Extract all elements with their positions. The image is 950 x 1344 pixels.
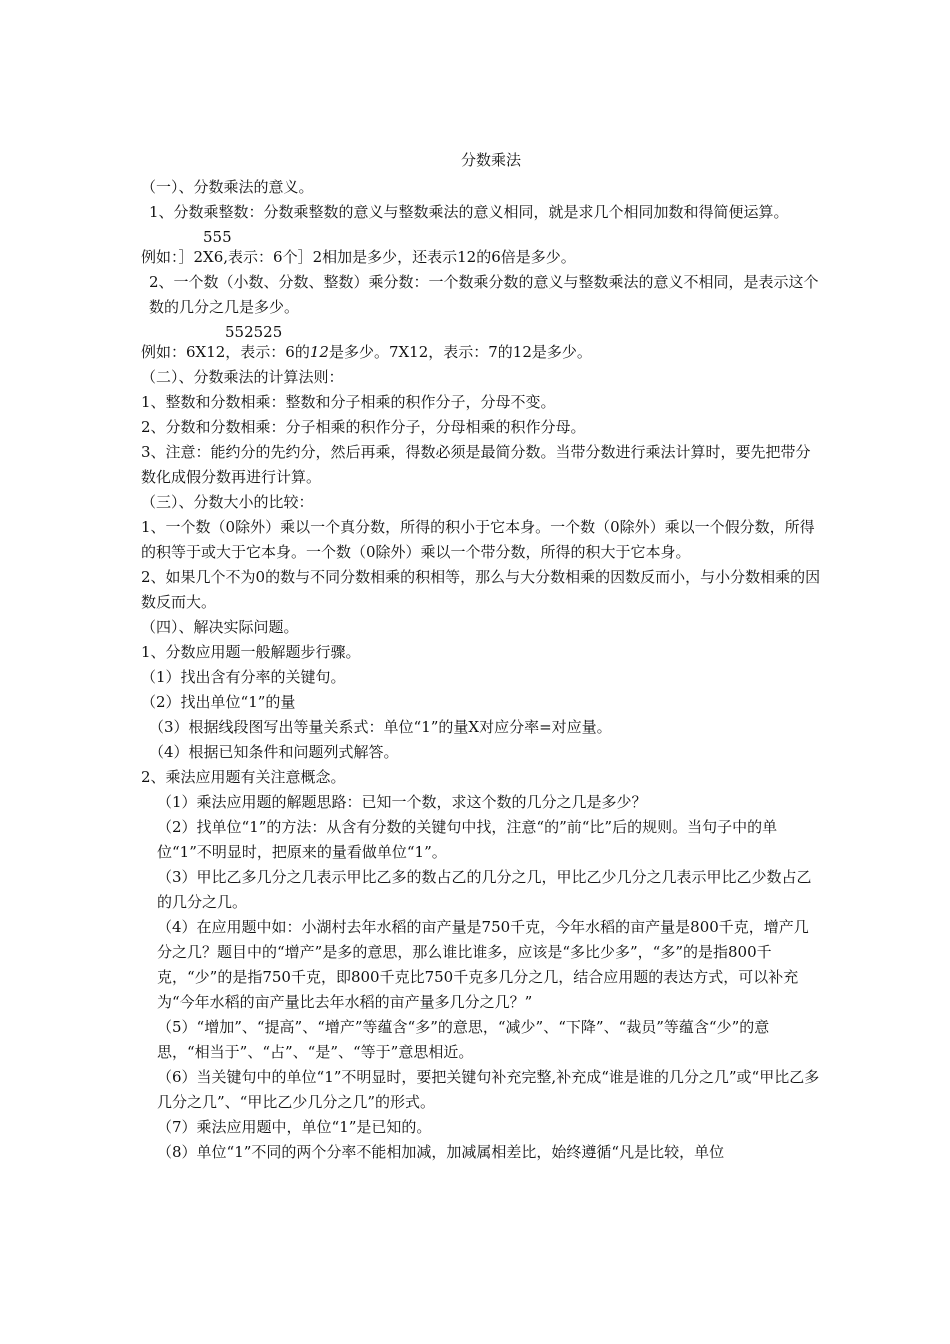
note-6: （6）当关键句中的单位“1”不明显时，要把关键句补充完整,补充成“谁是谁的几分之几”或“甲比乙多几分之几”、“甲比乙少几分之几”的形式。 [157, 1068, 820, 1111]
example-1-numerators: 555 [203, 228, 232, 246]
step-4: （4）根据已知条件和问题列式解答。 [149, 743, 399, 761]
example-2-part-a: 例如：6X12，表示：6的 [141, 343, 310, 361]
document-body [141, 148, 821, 1165]
subsection-notes: 2、乘法应用题有关注意概念。 [141, 768, 346, 786]
note-4: （4）在应用题中如：小湖村去年水稻的亩产量是750千克，今年水稻的亩产量是800千克，增产几分之几？题目中的“增产”是多的意思，那么谁比谁多，应该是“多比少多”，“多”的是指800千克，“少”的是指750千克，即800千克比750千克多几分之几，结合应用题的表达方式，可以补充为“今年水稻的亩产量比去年水稻的亩产量多几分之几？” [157, 918, 809, 1011]
section-3-heading: （三）、分数大小的比较： [141, 493, 314, 511]
document-title: 分数乘法 [460, 151, 521, 169]
note-1: （1）乘法应用题的解题思路：已知一个数，求这个数的几分之几是多少？ [157, 793, 647, 811]
note-2: （2）找单位“1”的方法：从含有分数的关键句中找，注意“的”前“比”后的规则。当句子中的单位“1”不明显时，把原来的量看做单位“1”。 [157, 818, 778, 861]
note-7: （7）乘法应用题中，单位“1”是已知的。 [157, 1118, 432, 1136]
subsection-solving-steps: 1、分数应用题一般解题步行骤。 [141, 643, 361, 661]
note-5: （5）“增加”、“提高”、“增产”等蕴含“多”的意思，“减少”、“下降”、“裁员”等蕴含“少”的意思，“相当于”、“占”、“是”、“等于”意思相近。 [157, 1018, 770, 1061]
paragraph-fraction-times-integer: 1、分数乘整数：分数乘整数的意义与整数乘法的意义相同，就是求几个相同加数和得简便运算。 [149, 203, 789, 221]
note-3: （3）甲比乙多几分之几表示甲比乙多的数占乙的几分之几，甲比乙少几分之几表示甲比乙少数占乙的几分之几。 [157, 868, 812, 911]
section-2-heading: （二）、分数乘法的计算法则： [141, 368, 344, 386]
example-2-italic-number: 12 [309, 343, 329, 361]
step-1: （1）找出含有分率的关键句。 [141, 668, 346, 686]
note-8: （8）单位“1”不同的两个分率不能相加减，加减属相差比，始终遵循“凡是比较，单位 [157, 1143, 725, 1161]
example-2-part-c: 是多少。7X12，表示：7的12是多少。 [328, 343, 592, 361]
example-1: 例如：］2X6,表示：6个］2相加是多少，还表示12的6倍是多少。 [141, 248, 576, 266]
rule-integer-and-fraction: 1、整数和分数相乘：整数和分子相乘的积作分子，分母不变。 [141, 393, 556, 411]
section-1-heading: （一）、分数乘法的意义。 [141, 178, 314, 196]
step-2: （2）找出单位“1”的量 [141, 693, 296, 711]
comparison-paragraph-1: 1、一个数（0除外）乘以一个真分数，所得的积小于它本身。一个数（0除外）乘以一个假分数，所得的积等于或大于它本身。一个数（0除外）乘以一个带分数，所得的积大于它本身。 [141, 518, 815, 561]
rule-fraction-and-fraction: 2、分数和分数相乘：分子相乘的积作分子，分母相乘的积作分母。 [141, 418, 586, 436]
rule-note: 3、注意：能约分的先约分，然后再乘，得数必须是最简分数。当带分数进行乘法计算时，要先把带分数化成假分数再进行计算。 [141, 443, 811, 486]
comparison-paragraph-2: 2、如果几个不为0的数与不同分数相乘的积相等，那么与大分数相乘的因数反而小，与小分数相乘的因数反而大。 [141, 568, 821, 611]
step-3: （3）根据线段图写出等量关系式：单位“1”的量X对应分率=对应量。 [149, 718, 612, 736]
example-2 [141, 340, 821, 365]
section-4-heading: （四）、解决实际问题。 [141, 618, 299, 636]
example-2-numerators: 552525 [225, 323, 283, 341]
paragraph-number-times-fraction: 2、一个数（小数、分数、整数）乘分数：一个数乘分数的意义与整数乘法的意义不相同，是表示这个数的几分之几是多少。 [149, 273, 819, 316]
